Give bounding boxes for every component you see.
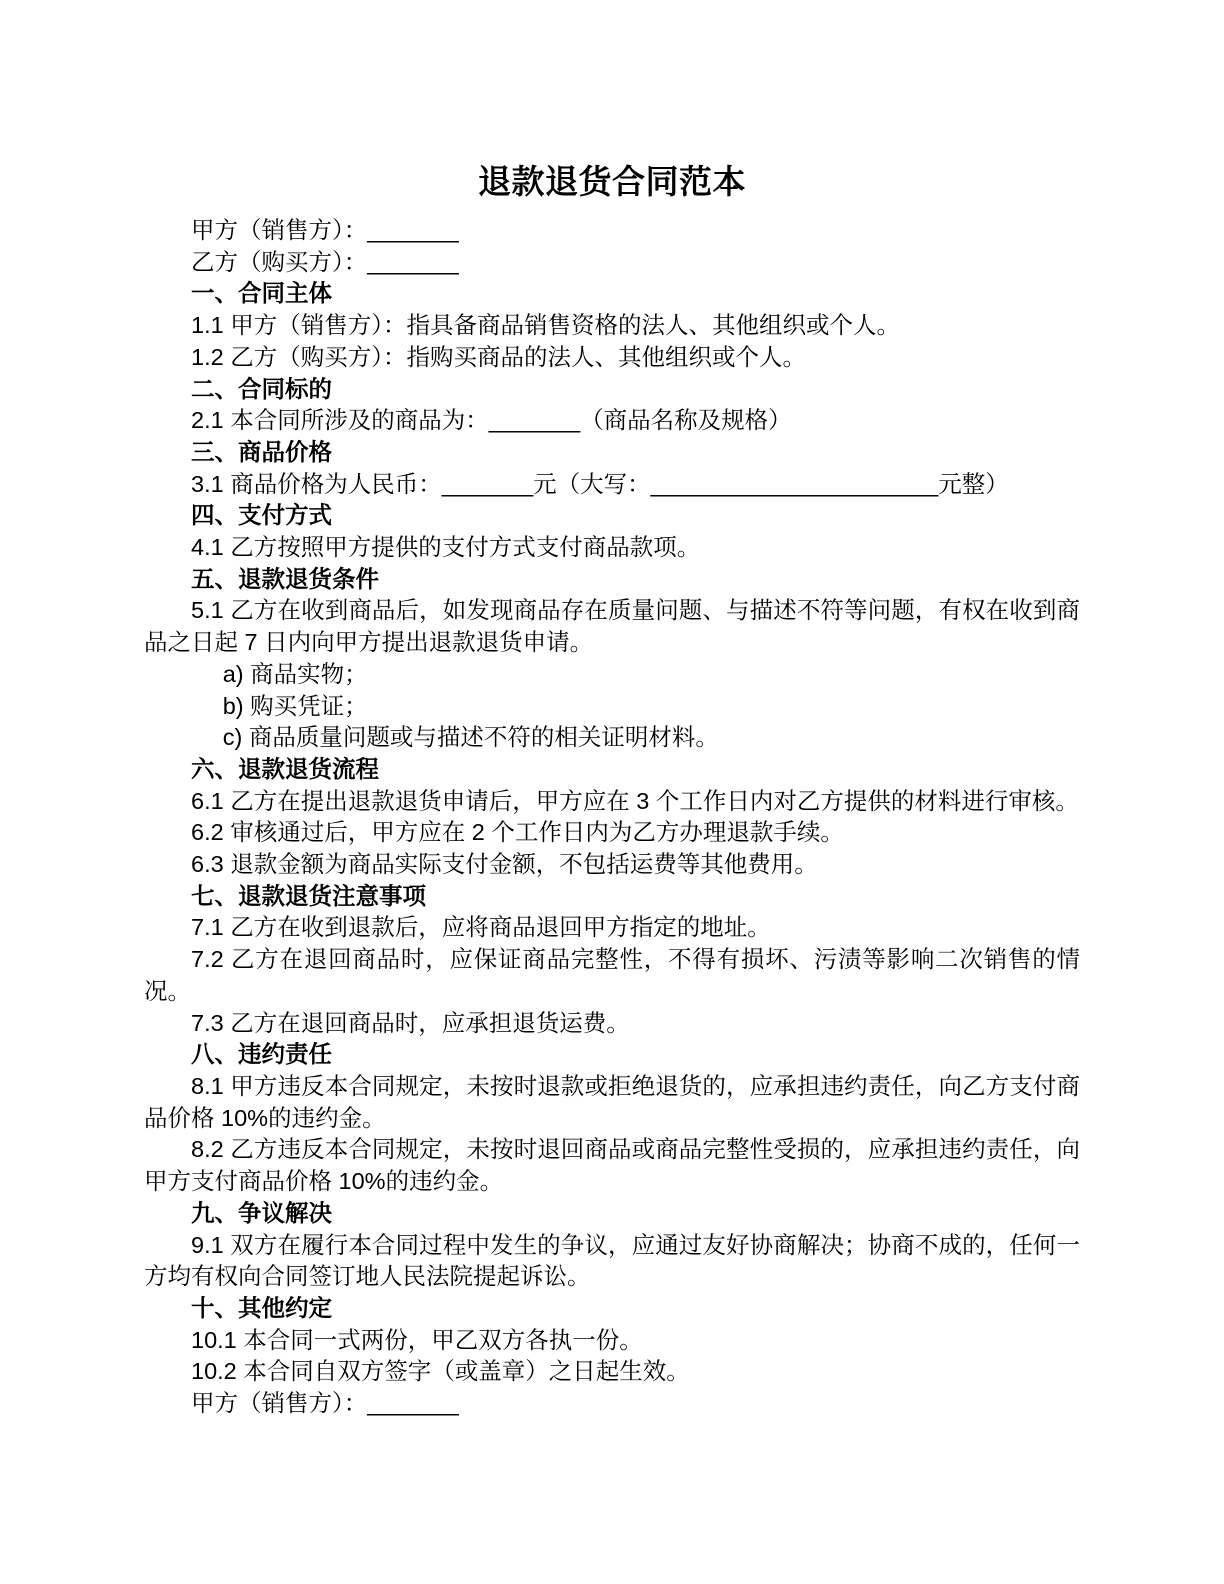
contract-clause: 5.1 乙方在收到商品后，如发现商品存在质量问题、与描述不符等问题，有权在收到商品之日起 7 日内向甲方提出退款退货申请。 xyxy=(144,597,1080,656)
document-title: 退款退货合同范本 xyxy=(478,163,746,200)
list-item: b) 购买凭证； xyxy=(222,692,368,719)
section-heading: 七、退款退货注意事项 xyxy=(191,882,426,909)
fill-in-line: 乙方（购买方）：_______ xyxy=(191,248,459,275)
contract-clause: 6.1 乙方在提出退款退货申请后，甲方应在 3 个工作日内对乙方提供的材料进行审核。 xyxy=(191,787,1079,814)
contract-clause: 2.1 本合同所涉及的商品为：_______（商品名称及规格） xyxy=(191,407,792,434)
contract-clause: 7.3 乙方在退回商品时，应承担退货运费。 xyxy=(191,1009,630,1036)
contract-clause: 1.1 甲方（销售方）：指具备商品销售资格的法人、其他组织或个人。 xyxy=(191,312,900,339)
section-heading: 十、其他约定 xyxy=(191,1294,332,1321)
list-item: c) 商品质量问题或与描述不符的相关证明材料。 xyxy=(222,724,719,751)
contract-clause: 3.1 商品价格为人民币：_______元（大写：______________________元整） xyxy=(191,470,1009,497)
document-body xyxy=(144,215,1080,1420)
fill-in-line: 甲方（销售方）：_______ xyxy=(191,217,459,243)
contract-clause: 9.1 双方在履行本合同过程中发生的争议，应通过友好协商解决；协商不成的，任何一方均有权向合同签订地人民法院提起诉讼。 xyxy=(144,1231,1080,1290)
contract-clause: 8.2 乙方违反本合同规定，未按时退回商品或商品完整性受损的，应承担违约责任，向甲方支付商品价格 10%的违约金。 xyxy=(144,1136,1080,1195)
section-heading: 九、争议解决 xyxy=(191,1199,332,1226)
document-content xyxy=(144,158,1080,1420)
contract-clause: 7.1 乙方在收到退款后，应将商品退回甲方指定的地址。 xyxy=(191,914,771,941)
contract-clause: 4.1 乙方按照甲方提供的支付方式支付商品款项。 xyxy=(191,534,701,561)
section-heading: 五、退款退货条件 xyxy=(191,565,379,592)
section-heading: 一、合同主体 xyxy=(191,280,332,307)
contract-clause: 1.2 乙方（购买方）：指购买商品的法人、其他组织或个人。 xyxy=(191,343,806,370)
contract-clause: 8.1 甲方违反本合同规定，未按时退款或拒绝退货的，应承担违约责任，向乙方支付商品价格 10%的违约金。 xyxy=(144,1072,1080,1131)
section-heading: 六、退款退货流程 xyxy=(191,755,379,782)
contract-clause: 10.1 本合同一式两份，甲乙双方各执一份。 xyxy=(191,1326,643,1353)
section-heading: 四、支付方式 xyxy=(191,502,332,529)
section-heading: 二、合同标的 xyxy=(191,375,332,402)
contract-clause: 6.2 审核通过后，甲方应在 2 个工作日内为乙方办理退款手续。 xyxy=(191,819,844,846)
contract-clause: 6.3 退款金额为商品实际支付金额，不包括运费等其他费用。 xyxy=(191,851,818,878)
list-item: a) 商品实物； xyxy=(222,660,368,687)
fill-in-line: 甲方（销售方）：_______ xyxy=(191,1390,459,1417)
contract-clause: 10.2 本合同自双方签字（或盖章）之日起生效。 xyxy=(191,1358,690,1385)
section-heading: 八、违约责任 xyxy=(191,1041,332,1068)
contract-clause: 7.2 乙方在退回商品时，应保证商品完整性，不得有损坏、污渍等影响二次销售的情况。 xyxy=(144,946,1080,1004)
section-heading: 三、商品价格 xyxy=(191,438,332,465)
